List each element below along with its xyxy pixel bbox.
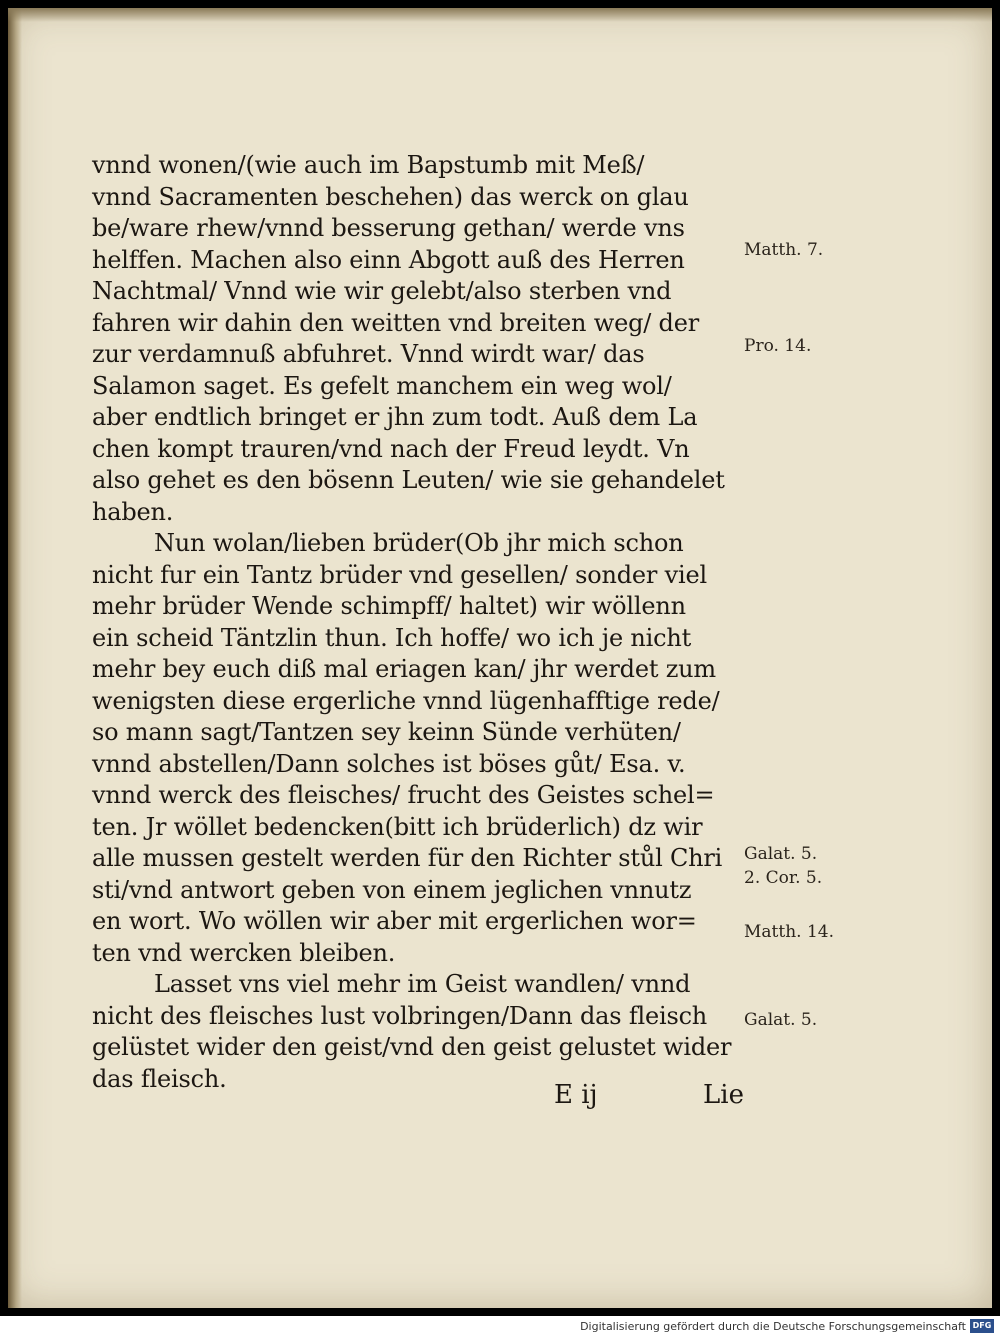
text-line: wenigsten diese ergerliche vnnd lügenhafftige rede/ (92, 686, 720, 715)
margin-note: Galat. 5. (744, 1010, 818, 1030)
text-line: sti/vnd antwort geben von einem jeglichen vnnutz (92, 875, 692, 904)
margin-note: Matth. 14. (744, 922, 834, 942)
text-line: vnnd werck des fleisches/ frucht des Geistes schel= (92, 781, 715, 809)
margin-note: Matth. 7. (744, 240, 824, 260)
text-line: zur verdamnuß abfuhret. Vnnd wirdt war/ das (92, 340, 645, 368)
text-line: alle mussen gestelt werden für den Richter stůl Chri (92, 844, 723, 872)
signature-mark: E ij (554, 1080, 598, 1110)
text-line: mehr brüder Wende schimpff/ haltet) wir wöllenn (92, 592, 686, 620)
main-text-block (92, 150, 752, 1095)
text-line: chen kompt trauren/vnd nach der Freud leydt. Vn (92, 434, 690, 463)
text-line: aber endtlich bringet er jhn zum todt. Auß dem La (92, 403, 698, 431)
text-line: Nachtmal/ Vnnd wie wir gelebt/also sterben vnd (92, 277, 672, 305)
book-page (8, 8, 992, 1308)
text-line: fahren wir dahin den weitten vnd breiten weg/ der (92, 308, 699, 337)
text-line: also gehet es den bösenn Leuten/ wie sie gehandelet (92, 466, 725, 494)
margin-note: Pro. 14. (744, 336, 812, 356)
text-line: Nun wolan/lieben brüder(Ob jhr mich schon (154, 529, 684, 557)
margin-note: 2. Cor. 5. (744, 868, 823, 888)
dfg-logo: DFG (970, 1319, 994, 1333)
page-edge-left (8, 8, 22, 1308)
text-line: vnnd abstellen/Dann solches ist böses gůt/ Esa. v. (92, 749, 686, 778)
text-line: vnnd wonen/(wie auch im Bapstumb mit Meß/ (92, 151, 645, 179)
text-line: Salamon saget. Es gefelt manchem ein weg wol/ (92, 371, 672, 400)
text-line: vnnd Sacramenten beschehen) das werck on glau (92, 182, 689, 211)
text-line: ten. Jr wöllet bedencken(bitt ich brüderlich) dz wir (92, 812, 703, 841)
text-line: helffen. Machen also einn Abgott auß des Herren (92, 245, 685, 274)
text-line: en wort. Wo wöllen wir aber mit ergerlichen wor= (92, 907, 697, 935)
text-line: be/ware rhew/vnnd besserung gethan/ werde vns (92, 214, 685, 242)
text-line: haben. (92, 497, 174, 526)
catchword-line (554, 1080, 744, 1112)
text-line: nicht fur ein Tantz brüder vnd gesellen/ sonder viel (92, 560, 707, 589)
text-line: Lasset vns viel mehr im Geist wandlen/ vnnd (154, 970, 691, 998)
footer-bar (0, 1316, 1000, 1338)
text-line: gelüstet wider den geist/vnd den geist gelustet wider (92, 1033, 732, 1061)
page-edge-top (8, 8, 992, 22)
catchword: Lie (703, 1080, 744, 1110)
margin-note: Galat. 5. (744, 844, 818, 864)
text-line: das fleisch. (92, 1064, 227, 1093)
text-line: so mann sagt/Tantzen sey keinn Sünde verhüten/ (92, 718, 681, 746)
text-line: mehr bey euch diß mal eriagen kan/ jhr werdet zum (92, 655, 716, 683)
funding-credit: Digitalisierung gefördert durch die Deutsche Forschungsgemeinschaft (580, 1320, 966, 1333)
text-line: nicht des fleisches lust volbringen/Dann das fleisch (92, 1001, 708, 1030)
text-line: ten vnd wercken bleiben. (92, 938, 396, 967)
text-line: ein scheid Täntzlin thun. Ich hoffe/ wo ich je nicht (92, 623, 692, 652)
